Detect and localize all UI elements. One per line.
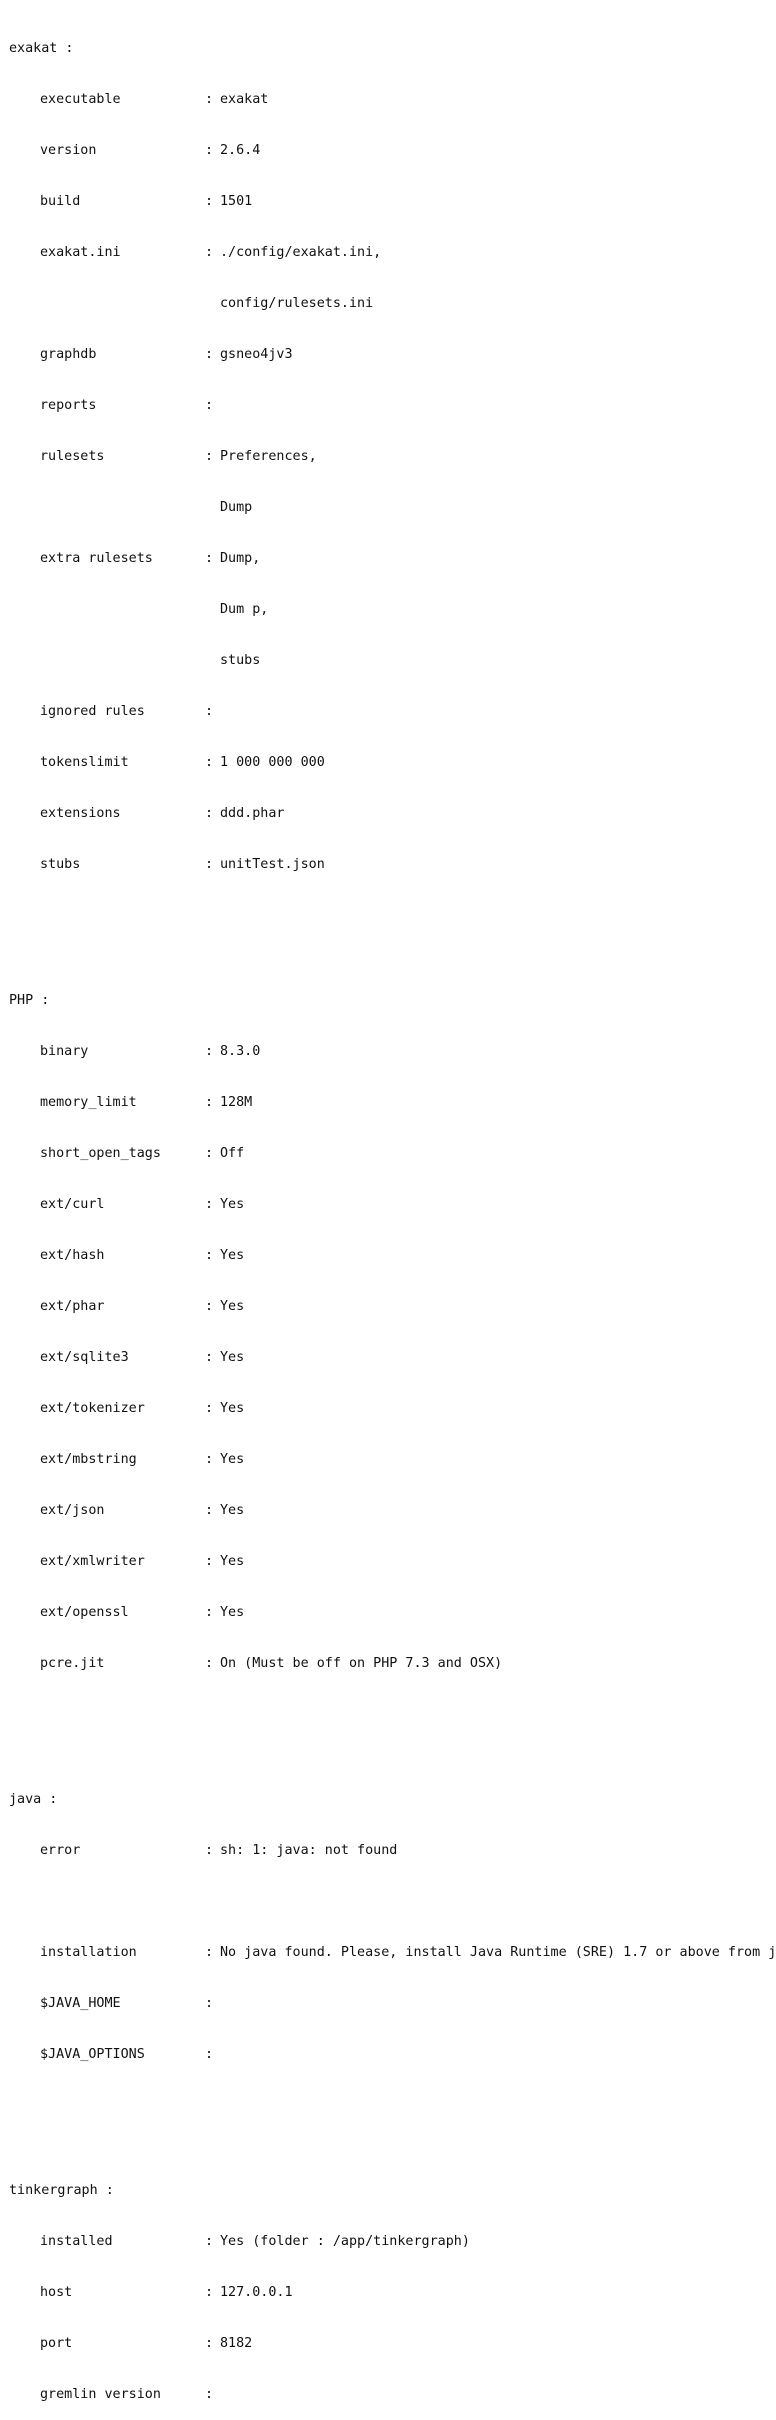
row-java-installation [9, 1944, 776, 1961]
separator: : [205, 857, 214, 872]
value-tokenslimit: 1 000 000 000 [220, 755, 325, 770]
row-exakat-ini [9, 244, 756, 261]
row-pcre-jit [9, 1655, 756, 1672]
row-tinkergraph-host [9, 2284, 756, 2301]
value-tinkergraph-port: 8182 [220, 2336, 253, 2351]
row-rulesets [9, 448, 756, 465]
row-ext-sqlite3 [9, 1349, 756, 1366]
value-build: 1501 [220, 194, 253, 209]
value-short-open-tags: Off [220, 1146, 245, 1161]
key-graphdb: graphdb [40, 347, 97, 362]
key-version: version [40, 143, 97, 158]
separator: : [205, 1945, 214, 1960]
value-ext-phar: Yes [220, 1299, 245, 1314]
value-ext-sqlite3: Yes [220, 1350, 245, 1365]
row-ext-json [9, 1502, 756, 1519]
row-ext-mbstring [9, 1451, 756, 1468]
value-java-error: sh: 1: java: not found [220, 1843, 398, 1858]
separator: : [205, 1843, 214, 1858]
row-short-open-tags [9, 1145, 756, 1162]
section-title-php: PHP : [9, 993, 50, 1008]
key-ext-mbstring: ext/mbstring [40, 1452, 137, 1467]
key-executable: executable [40, 92, 121, 107]
value-ext-curl: Yes [220, 1197, 245, 1212]
row-gremlin-version [9, 2386, 756, 2403]
blank-line [9, 1723, 756, 1740]
separator: : [205, 2336, 214, 2351]
value-extensions: ddd.phar [220, 806, 285, 821]
key-java-home: $JAVA_HOME [40, 1996, 121, 2011]
row-version [9, 142, 756, 159]
separator: : [205, 704, 214, 719]
value-memory-limit: 128M [220, 1095, 253, 1110]
blank-line [9, 2114, 756, 2131]
separator: : [205, 2047, 214, 2062]
key-ext-sqlite3: ext/sqlite3 [40, 1350, 129, 1365]
separator: : [205, 1452, 214, 1467]
row-executable [9, 91, 756, 108]
separator: : [205, 1503, 214, 1518]
separator: : [205, 92, 214, 107]
key-tinkergraph-host: host [40, 2285, 73, 2300]
key-build: build [40, 194, 81, 209]
key-extensions: extensions [40, 806, 121, 821]
separator: : [205, 806, 214, 821]
value-rulesets-1: Preferences, [220, 449, 317, 464]
value-extra-rulesets-1: Dump, [220, 551, 261, 566]
separator: : [205, 551, 214, 566]
row-ext-curl [9, 1196, 756, 1213]
value-stubs: unitTest.json [220, 857, 325, 872]
row-extra-rulesets [9, 550, 756, 567]
value-tinkergraph-host: 127.0.0.1 [220, 2285, 293, 2300]
key-exakat-ini: exakat.ini [40, 245, 121, 260]
value-pcre-jit: On (Must be off on PHP 7.3 and OSX) [220, 1656, 503, 1671]
separator: : [205, 1605, 214, 1620]
separator: : [205, 1656, 214, 1671]
separator: : [205, 194, 214, 209]
key-ext-openssl: ext/openssl [40, 1605, 129, 1620]
value-java-installation: No java found. Please, install Java Runtime (SRE) 1.7 or above from j [220, 1945, 776, 1960]
value-tinkergraph-installed: Yes (folder : /app/tinkergraph) [220, 2234, 470, 2249]
separator: : [205, 1095, 214, 1110]
section-title-java: java : [9, 1792, 58, 1807]
separator: : [205, 1044, 214, 1059]
key-java-error: error [40, 1843, 81, 1858]
value-executable: exakat [220, 92, 269, 107]
key-ext-phar: ext/phar [40, 1299, 105, 1314]
row-ext-xmlwriter [9, 1553, 756, 1570]
row-tinkergraph-port [9, 2335, 756, 2352]
separator: : [205, 1350, 214, 1365]
row-java-error [9, 1842, 756, 1859]
separator: : [205, 1401, 214, 1416]
value-binary: 8.3.0 [220, 1044, 261, 1059]
row-ext-hash [9, 1247, 756, 1264]
value-exakat-ini-2: config/rulesets.ini [220, 296, 374, 311]
separator: : [205, 2234, 214, 2249]
key-stubs: stubs [40, 857, 81, 872]
row-ext-tokenizer [9, 1400, 756, 1417]
row-ignored-rules [9, 703, 756, 720]
key-memory-limit: memory_limit [40, 1095, 137, 1110]
value-ext-hash: Yes [220, 1248, 245, 1263]
key-extra-rulesets: extra rulesets [40, 551, 153, 566]
separator: : [205, 143, 214, 158]
key-tokenslimit: tokenslimit [40, 755, 129, 770]
value-rulesets-2: Dump [220, 500, 253, 515]
value-ext-mbstring: Yes [220, 1452, 245, 1467]
value-extra-rulesets-3: stubs [220, 653, 261, 668]
key-tinkergraph-installed: installed [40, 2234, 113, 2249]
key-reports: reports [40, 398, 97, 413]
key-ext-tokenizer: ext/tokenizer [40, 1401, 145, 1416]
row-ext-phar [9, 1298, 756, 1315]
key-tinkergraph-port: port [40, 2336, 73, 2351]
row-ext-openssl [9, 1604, 756, 1621]
key-ignored-rules: ignored rules [40, 704, 145, 719]
key-rulesets: rulesets [40, 449, 105, 464]
value-ext-xmlwriter: Yes [220, 1554, 245, 1569]
key-gremlin-version: gremlin version [40, 2387, 161, 2402]
separator: : [205, 398, 214, 413]
row-tokenslimit [9, 754, 756, 771]
value-ext-openssl: Yes [220, 1605, 245, 1620]
separator: : [205, 1197, 214, 1212]
row-java-options [9, 2046, 756, 2063]
separator: : [205, 449, 214, 464]
blank-line [9, 924, 756, 941]
separator: : [205, 755, 214, 770]
blank-line [9, 1893, 756, 1910]
value-extra-rulesets-2: Dum p, [220, 602, 269, 617]
separator: : [205, 1248, 214, 1263]
separator: : [205, 1996, 214, 2011]
value-version: 2.6.4 [220, 143, 261, 158]
value-graphdb: gsneo4jv3 [220, 347, 293, 362]
separator: : [205, 1299, 214, 1314]
key-pcre-jit: pcre.jit [40, 1656, 105, 1671]
key-ext-json: ext/json [40, 1503, 105, 1518]
separator: : [205, 2387, 214, 2402]
key-java-options: $JAVA_OPTIONS [40, 2047, 145, 2062]
row-stubs [9, 856, 756, 873]
section-title-exakat: exakat : [9, 41, 74, 56]
section-title-tinkergraph: tinkergraph : [9, 2183, 114, 2198]
row-java-home [9, 1995, 756, 2012]
key-binary: binary [40, 1044, 89, 1059]
key-ext-xmlwriter: ext/xmlwriter [40, 1554, 145, 1569]
separator: : [205, 1146, 214, 1161]
value-ext-json: Yes [220, 1503, 245, 1518]
terminal-output [9, 6, 776, 2402]
row-extensions [9, 805, 756, 822]
key-ext-hash: ext/hash [40, 1248, 105, 1263]
separator: : [205, 347, 214, 362]
row-reports [9, 397, 756, 414]
separator: : [205, 2285, 214, 2300]
row-binary [9, 1043, 756, 1060]
row-graphdb [9, 346, 756, 363]
key-java-installation: installation [40, 1945, 137, 1960]
key-short-open-tags: short_open_tags [40, 1146, 161, 1161]
row-memory-limit [9, 1094, 756, 1111]
separator: : [205, 1554, 214, 1569]
row-build [9, 193, 756, 210]
separator: : [205, 245, 214, 260]
value-ext-tokenizer: Yes [220, 1401, 245, 1416]
key-ext-curl: ext/curl [40, 1197, 105, 1212]
row-tinkergraph-installed [9, 2233, 756, 2250]
value-exakat-ini-1: ./config/exakat.ini, [220, 245, 382, 260]
